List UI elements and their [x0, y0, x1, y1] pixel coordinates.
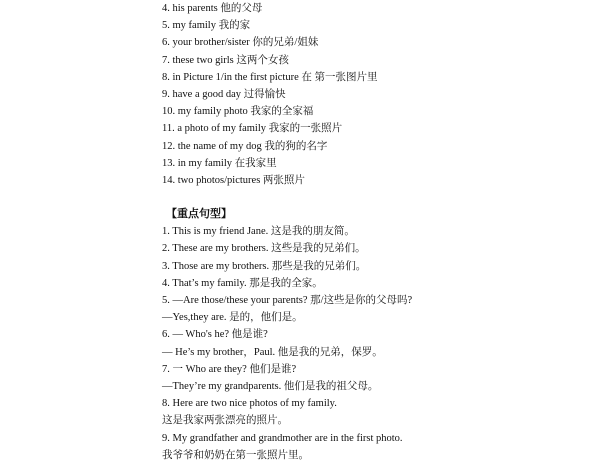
sentence-item: 3. Those are my brothers. 那些是我的兄弟们。 [162, 260, 367, 272]
section-title: 【重点句型】 [166, 208, 232, 221]
phrase-item: 10. my family photo 我家的全家福 [162, 106, 314, 118]
sentence-item: 5. —Are those/these your parents? 那/这些是你的父母吗? [162, 295, 413, 306]
section-spacer [162, 189, 592, 206]
sentence-item: 我爷爷和奶奶在第一张照片里。 [162, 449, 309, 461]
sentence-item: 4. That’s my family. 那是我的全家。 [162, 277, 323, 289]
phrase-item: 4. his parents 他的父母 [162, 3, 263, 14]
sentence-item: —They’re my grandparents. 他们是我的祖父母。 [162, 380, 379, 392]
sentence-item: 这是我家两张漂亮的照片。 [162, 415, 288, 427]
sentence-list [162, 223, 592, 464]
phrase-item: 8. in Picture 1/in the first picture 在 第一张图片里 [162, 71, 378, 83]
phrase-item: 14. two photos/pictures 两张照片 [162, 174, 305, 186]
phrase-list [162, 0, 592, 189]
sentence-item: 1. This is my friend Jane. 这是我的朋友简。 [162, 226, 355, 238]
sentence-item: 2. These are my brothers. 这些是我的兄弟们。 [162, 243, 366, 255]
sentence-item: 7. 一 Who are they? 他们是谁? [162, 363, 297, 375]
sentence-item: 8. Here are two nice photos of my family. [162, 398, 337, 410]
sentence-item: — He’s my brother，Paul. 他是我的兄弟，保罗。 [162, 346, 383, 358]
sentence-item: 6. — Who's he? 他是谁? [162, 329, 268, 341]
phrase-item: 12. the name of my dog 我的狗的名字 [162, 140, 328, 152]
phrase-item: 5. my family 我的家 [162, 20, 251, 32]
phrase-item: 11. a photo of my family 我家的一张照片 [162, 123, 343, 135]
document-page [162, 0, 592, 464]
phrase-item: 7. these two girls 这两个女孩 [162, 54, 289, 66]
phrase-item: 13. in my family 在我家里 [162, 157, 277, 169]
phrase-item: 6. your brother/sister 你的兄弟/姐妹 [162, 37, 319, 49]
phrase-item: 9. have a good day 过得愉快 [162, 88, 286, 100]
sentence-item: —Yes,they are. 是的，他们是。 [162, 312, 303, 324]
sentence-item: 9. My grandfather and grandmother are in the first photo. [162, 432, 403, 444]
